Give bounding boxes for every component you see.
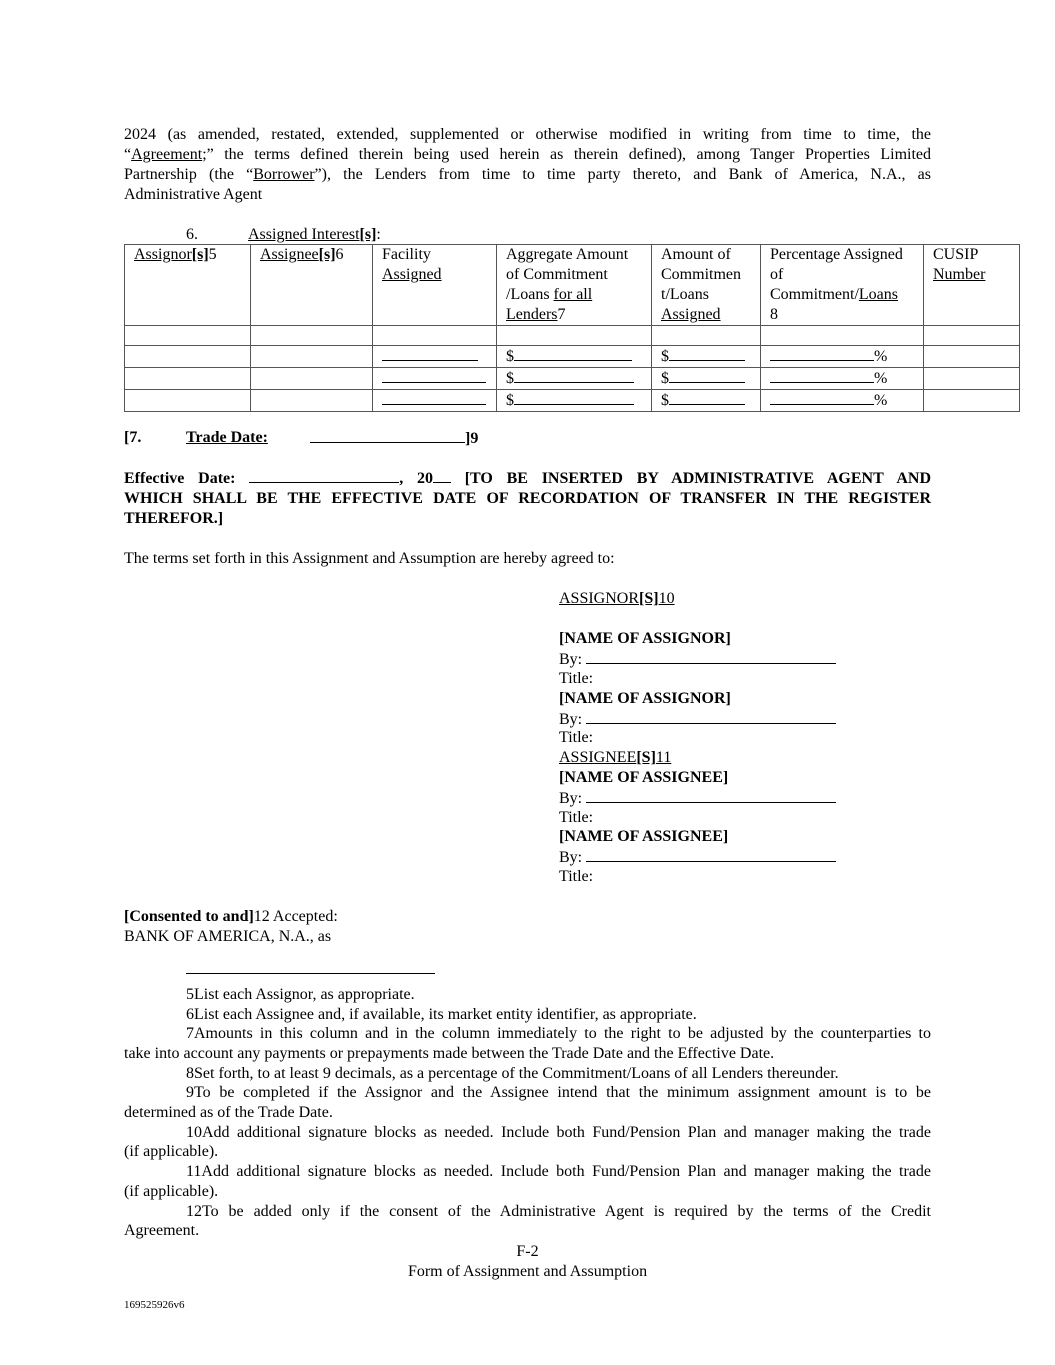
table-cell bbox=[761, 326, 924, 346]
header-cusip-line-1: CUSIP bbox=[933, 246, 979, 263]
consent-line bbox=[124, 907, 338, 927]
signature-blank bbox=[586, 649, 836, 664]
table-cell bbox=[652, 326, 761, 346]
footnote-10-line-1: 10Add additional signature blocks as needed. Include both Fund/Pension Plan and manager making the trade bbox=[186, 1124, 931, 1141]
signature-blank bbox=[586, 847, 836, 862]
name-of-assignor-2: [NAME OF ASSIGNOR] bbox=[559, 690, 731, 707]
footnote-7-line-1: 7Amounts in this column and in the column immediately to the right to be adjusted by the counterparties to bbox=[186, 1025, 931, 1042]
effective-date-block bbox=[124, 468, 931, 529]
consent-accepted: Accepted: bbox=[269, 908, 338, 925]
assignor-2-title: Title: bbox=[559, 729, 594, 746]
trade-date-label: Trade Date: bbox=[186, 429, 268, 446]
intro-line-3 bbox=[124, 165, 931, 185]
percentage-cell bbox=[761, 368, 924, 390]
footnote-ref-9: 9 bbox=[470, 430, 479, 447]
table-row bbox=[125, 326, 1020, 346]
footnote-12-line-1: 12To be added only if the consent of the Administrative Agent is required by the terms of the Credit bbox=[186, 1203, 931, 1220]
assignee-cell bbox=[251, 346, 373, 368]
by-label: By: bbox=[559, 651, 583, 668]
intro-line-3-start: Partnership (the “ bbox=[124, 166, 254, 183]
aggregate-cell bbox=[497, 368, 652, 390]
percentage-blank bbox=[770, 390, 874, 405]
assignee-1-title: Title: bbox=[559, 809, 594, 826]
footnote-ref-8: 8 bbox=[770, 306, 778, 323]
header-facility-line-2: Assigned bbox=[382, 266, 442, 283]
header-amount-line-1: Amount of bbox=[661, 246, 731, 263]
footnote-ref-7: 7 bbox=[557, 306, 566, 323]
table-row bbox=[125, 346, 1020, 368]
assignee-heading-label: ASSIGNEE[S]11 bbox=[559, 749, 672, 766]
footnote-10-line-2: (if applicable). bbox=[124, 1143, 219, 1160]
header-aggregate-line-1: Aggregate Amount bbox=[506, 246, 629, 263]
dollar-sign: $ bbox=[661, 392, 669, 409]
intro-paragraph bbox=[124, 125, 931, 205]
effective-year-blank bbox=[433, 468, 451, 483]
percent-sign: % bbox=[874, 370, 888, 387]
assignor-1-title: Title: bbox=[559, 670, 594, 687]
footnote-12-line-2: Agreement. bbox=[124, 1222, 200, 1239]
assignor-cell bbox=[125, 368, 251, 390]
percent-sign: % bbox=[874, 392, 888, 409]
footnote-ref-12: 12 bbox=[253, 908, 270, 925]
footnote-ref-11: 11 bbox=[655, 749, 672, 766]
facility-blank bbox=[382, 346, 478, 361]
dollar-sign: $ bbox=[506, 370, 514, 387]
by-label: By: bbox=[559, 790, 583, 807]
footnote-9-line-2: determined as of the Trade Date. bbox=[124, 1104, 333, 1121]
aggregate-blank bbox=[514, 346, 632, 361]
aggregate-cell bbox=[497, 346, 652, 368]
intro-line-4: Administrative Agent bbox=[124, 186, 263, 203]
effective-date-label: Effective Date: bbox=[124, 470, 236, 487]
footnote-7-line-2: take into account any payments or prepayments made between the Trade Date and the Effective Date. bbox=[124, 1045, 775, 1062]
header-cusip bbox=[924, 245, 1020, 326]
effective-date-line-1 bbox=[124, 468, 931, 489]
header-facility bbox=[373, 245, 497, 326]
header-assignee-label: Assignee[s] bbox=[260, 246, 336, 263]
table-cell bbox=[373, 326, 497, 346]
header-aggregate-line-4: Lenders7 bbox=[506, 306, 566, 323]
footnote-ref-6: 6 bbox=[335, 246, 344, 263]
agreed-statement: The terms set forth in this Assignment and Assumption are hereby agreed to: bbox=[124, 550, 615, 567]
header-assignor-label: Assignor[s] bbox=[134, 246, 209, 263]
quote-mark: “ bbox=[124, 146, 132, 163]
form-title: Form of Assignment and Assumption bbox=[407, 1263, 648, 1280]
assignee-1-by-line bbox=[559, 788, 979, 809]
effective-date-line-3: THEREFOR.] bbox=[124, 510, 224, 527]
intro-line-2-rest: ;” the terms defined therein being used herein as therein defined), among Tanger Properties Limited bbox=[202, 146, 931, 163]
assignor-1-by-line bbox=[559, 649, 979, 670]
percentage-cell bbox=[761, 346, 924, 368]
amount-cell bbox=[652, 368, 761, 390]
header-amount-line-3: t/Loans bbox=[661, 286, 709, 303]
footnote-5: 5List each Assignor, as appropriate. bbox=[186, 986, 415, 1003]
section-6-number: 6. bbox=[186, 226, 198, 243]
percentage-blank bbox=[770, 368, 874, 383]
section-6-heading bbox=[248, 225, 381, 245]
percentage-blank bbox=[770, 346, 874, 361]
assignor-cell bbox=[125, 346, 251, 368]
aggregate-blank bbox=[514, 390, 634, 405]
assignor-heading bbox=[559, 589, 979, 609]
amount-cell bbox=[652, 346, 761, 368]
footnote-ref-5: 5 bbox=[208, 246, 217, 263]
assignee-2-title: Title: bbox=[559, 868, 594, 885]
assigned-interest-label: Assigned Interest[s] bbox=[248, 226, 377, 243]
facility-cell bbox=[373, 346, 497, 368]
table-header-row bbox=[125, 245, 1020, 326]
page-number: F-2 bbox=[516, 1243, 539, 1260]
cusip-cell bbox=[924, 346, 1020, 368]
dollar-sign: $ bbox=[506, 348, 514, 365]
table-cell bbox=[497, 326, 652, 346]
assignee-cell bbox=[251, 390, 373, 412]
footnote-divider bbox=[186, 973, 435, 974]
consent-bold: [Consented to and] bbox=[124, 908, 254, 925]
header-assignor bbox=[125, 245, 251, 326]
header-amount bbox=[652, 245, 761, 326]
footnote-8: 8Set forth, to at least 9 decimals, as a percentage of the Commitment/Loans of all Lenders thereunder. bbox=[186, 1065, 839, 1082]
header-percentage bbox=[761, 245, 924, 326]
section-6-colon: : bbox=[376, 226, 381, 243]
amount-cell bbox=[652, 390, 761, 412]
signature-blank bbox=[586, 788, 836, 803]
table-cell bbox=[251, 326, 373, 346]
effective-date-blank bbox=[249, 468, 399, 483]
header-aggregate-line-3: /Loans for all bbox=[506, 286, 593, 303]
trade-date-bracket: [7. bbox=[124, 429, 142, 446]
agreement-term: Agreement bbox=[131, 146, 203, 163]
assignee-2-by-line bbox=[559, 847, 979, 868]
trade-date-blank bbox=[310, 428, 465, 443]
trade-date-close: ] bbox=[465, 430, 471, 447]
borrower-term: Borrower bbox=[253, 166, 315, 183]
cusip-cell bbox=[924, 368, 1020, 390]
facility-cell bbox=[373, 390, 497, 412]
percentage-cell bbox=[761, 390, 924, 412]
header-facility-line-1: Facility bbox=[382, 246, 431, 263]
by-label: By: bbox=[559, 849, 583, 866]
document-id: 169525926v6 bbox=[124, 1299, 185, 1311]
amount-blank bbox=[669, 390, 745, 405]
aggregate-blank bbox=[514, 368, 634, 383]
assignee-heading bbox=[559, 748, 979, 768]
dollar-sign: $ bbox=[661, 370, 669, 387]
dollar-sign: $ bbox=[661, 348, 669, 365]
name-of-assignee-2: [NAME OF ASSIGNEE] bbox=[559, 828, 729, 845]
effective-date-year-prefix: , 20 bbox=[399, 470, 433, 487]
dollar-sign: $ bbox=[506, 392, 514, 409]
amount-blank bbox=[669, 368, 745, 383]
assignor-cell bbox=[125, 390, 251, 412]
intro-line-1: 2024 (as amended, restated, extended, supplemented or otherwise modified in writing from time to time, the bbox=[124, 126, 931, 143]
bank-of-america-line: BANK OF AMERICA, N.A., as bbox=[124, 928, 332, 945]
assignee-cell bbox=[251, 368, 373, 390]
header-assignee bbox=[251, 245, 373, 326]
effective-date-line-2: WHICH SHALL BE THE EFFECTIVE DATE OF RECORDATION OF TRANSFER IN THE REGISTER bbox=[124, 490, 931, 507]
assignor-heading-label: ASSIGNOR[S]10 bbox=[559, 590, 675, 607]
percent-sign: % bbox=[874, 348, 888, 365]
signature-blank bbox=[586, 709, 836, 724]
aggregate-cell bbox=[497, 390, 652, 412]
header-aggregate-line-2: of Commitment bbox=[506, 266, 608, 283]
footnote-9-line-1: 9To be completed if the Assignor and the Assignee intend that the minimum assignment amount is to be bbox=[186, 1084, 931, 1101]
intro-line-3-rest: ”), the Lenders from time to time party thereto, and Bank of America, N.A., as bbox=[314, 166, 931, 183]
intro-line-2 bbox=[124, 145, 931, 165]
footnote-ref-10: 10 bbox=[658, 590, 675, 607]
header-aggregate bbox=[497, 245, 652, 326]
header-cusip-line-2: Number bbox=[933, 266, 986, 283]
header-percentage-line-1: Percentage Assigned bbox=[770, 246, 903, 263]
name-of-assignee-1: [NAME OF ASSIGNEE] bbox=[559, 769, 729, 786]
cusip-cell bbox=[924, 390, 1020, 412]
assignor-2-by-line bbox=[559, 709, 979, 730]
assigned-interest-table bbox=[124, 244, 1020, 412]
table-cell bbox=[924, 326, 1020, 346]
name-of-assignor-1: [NAME OF ASSIGNOR] bbox=[559, 630, 731, 647]
header-amount-line-2: Commitmen bbox=[661, 266, 741, 283]
footnote-11-line-1: 11Add additional signature blocks as needed. Include both Fund/Pension Plan and manager making the trade bbox=[186, 1163, 931, 1180]
facility-blank bbox=[382, 368, 486, 383]
footnote-11-line-2: (if applicable). bbox=[124, 1183, 219, 1200]
table-row bbox=[125, 368, 1020, 390]
trade-date-field bbox=[310, 428, 478, 449]
facility-cell bbox=[373, 368, 497, 390]
header-percentage-line-3: Commitment/Loans bbox=[770, 286, 898, 303]
by-label: By: bbox=[559, 711, 583, 728]
table-row bbox=[125, 390, 1020, 412]
header-percentage-line-2: of bbox=[770, 266, 784, 283]
footnote-6: 6List each Assignee and, if available, its market entity identifier, as appropriate. bbox=[186, 1006, 697, 1023]
amount-blank bbox=[669, 346, 745, 361]
effective-date-note: [TO BE INSERTED BY ADMINISTRATIVE AGENT AND bbox=[464, 470, 932, 487]
facility-blank bbox=[382, 390, 486, 405]
table-cell bbox=[125, 326, 251, 346]
header-amount-line-4: Assigned bbox=[661, 306, 721, 323]
